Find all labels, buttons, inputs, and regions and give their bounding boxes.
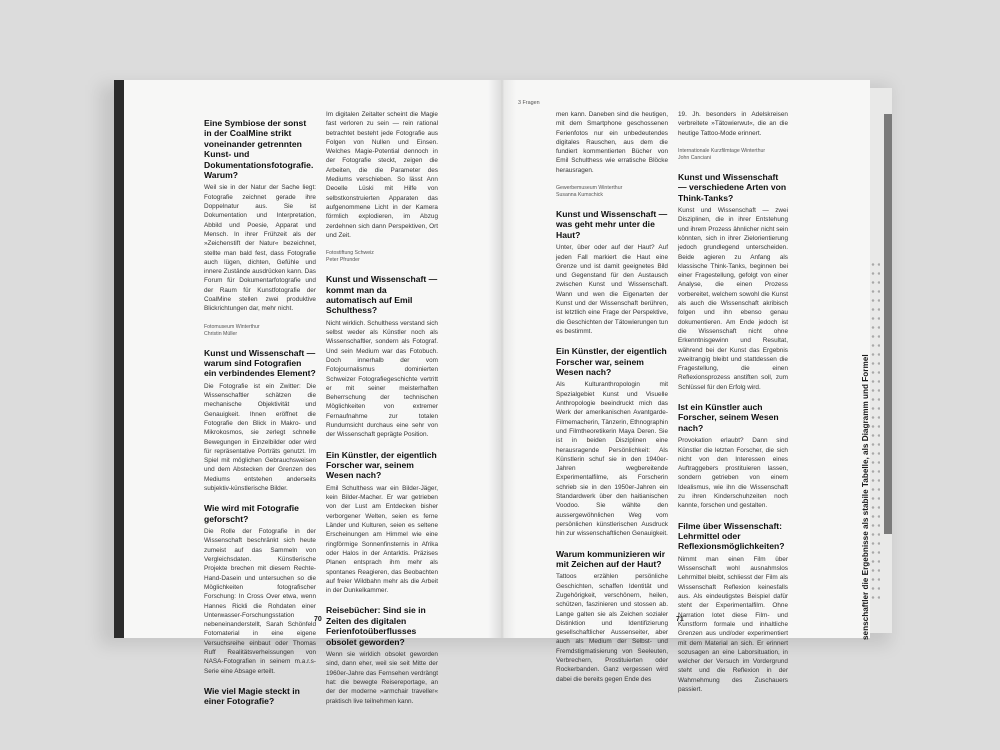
right-page [502, 80, 870, 694]
page-number-right: 71 [676, 616, 684, 623]
body-paragraph: Emil Schulthess war ein Bilder-Jäger, kein Bilder-Macher. Er war getrieben von der Lust am Entdecken bisher verborgener Welten, seien es ferne Länder und Kulturen, seien es seltene Erscheinungen am Himmel wie eine ringförmige Sonnenfinsternis in Afrika oder Halos in der Antarktis. Präzises Planen entsprach ihm mehr als spontanes Reagieren, das Beobachten auf freier Wildbahn mehr als die Arbeit in der Dunkelkammer. [326, 484, 438, 595]
author-label: Christin Müller [204, 330, 238, 337]
section-heading: Reisebücher: Sind sie in Zeiten des digitalen Ferienfotoüberflusses obsolet geworden? [326, 605, 426, 647]
section-heading: Ist ein Künstler auch Forscher, seinem Wesen nach? [678, 402, 779, 433]
institution-label: Fotostiftung Schweiz [326, 250, 374, 257]
dot-pattern [870, 260, 880, 600]
body-paragraph: Nimmt man einen Film über Wissenschaft wohl ausnahmslos Lehrmittel bleibt, schliesst der Film als Wissenschaft Reflexion keinesfalls aus. Als eindeutigstes Beispiel dafür steht der Experimentalfilm. Ohne Narration lotet diese Film- und Kunstform formale und inhaltliche Grenzen aus und/oder experimentiert mit dem Material an sich. Er erinnert sozusagen an eine Laborsituation, in welcher der Versuch im Vordergrund steht und die Reflexion in der Wahrnehmung des Zuschauers passiert. [678, 555, 788, 694]
body-paragraph: Nicht wirklich. Schulthess verstand sich selbst weder als Künstler noch als Wissenschaftler, sondern als Fotograf. Und sein Medium war das Fotobuch. Doch innerhalb der vom Fotojournalismus dominierten Schweizer Fotografiegeschichte vertritt er mit seiner meisterhaften Beherrschung der technischen Möglichkeiten von extremer Fernaufnahme zur totalen Rundumsicht durchaus eine sehr von der Wissenschaft geprägte Position. [326, 319, 438, 439]
author-label: Susanna Kumschick [556, 192, 603, 199]
page-number-left: 70 [314, 616, 322, 623]
section-heading: Wie wird mit Fotografie geforscht? [204, 503, 299, 524]
section-heading: Kunst und Wissenschaft — kommt man da automatisch auf Emil Schulthess? [326, 274, 438, 316]
book-gutter [488, 80, 516, 638]
body-paragraph: Provokation erlaubt? Dann sind Künstler die letzten Forscher, die sich nicht von den Interessen eines Auftraggebers prostituieren lassen, sondern getrieben von einem Idealismus, wie ihn die Wissenschaft zu ihren Kinderschuhzeiten noch kannte, forschen und gestalten. [678, 437, 788, 510]
section-heading: Kunst und Wissenschaft — was geht mehr unter die Haut? [556, 209, 668, 240]
author-label: John Canciani [678, 154, 711, 161]
institution-label: Gewerbemuseum Winterthur [556, 185, 623, 192]
section-heading: Ein Künstler, der eigentlich Forscher war, seinem Wesen nach? [326, 449, 437, 481]
section-heading: Wie viel Magie steckt in einer Fotografie? [204, 685, 300, 707]
right-column-1 [556, 110, 668, 683]
author-label: Peter Pfrunder [326, 257, 360, 264]
section-heading: Ein Künstler, der eigentlich Forscher war, seinem Wesen nach? [556, 346, 667, 378]
left-column-1 [204, 118, 316, 707]
section-heading: Kunst und Wissenschaft — warum sind Fotografien ein verbindendes Element? [204, 347, 316, 379]
body-paragraph: Weil sie in der Natur der Sache liegt: Fotografie zeichnet gerade ihre Doppelnatur aus. Sie ist Dokumentation und Interpretation, Abbild und Poesie, Apparat und Mensch. In ihrer Frühzeit als der »Zeichenstift der Natur« bezeichnet, stellte man bald fest, dass Fotografie auch lügen, dichten, Gefühle und innere Zustände ausdrücken kann. Das Forum für Dokumentarfotografie und der Raum für Kunstfotografie der CoalMine stellen zwei produktive Blickrichtungen dar, mehr nicht. [204, 184, 316, 313]
body-paragraph: Kunst und Wissenschaft — zwei Disziplinen, die in ihrer Entstehung und ihrem Prozess ähnlicher nicht sein könnten, sich in ihrer Zielorientierung jedoch grundlegend unterscheiden. Beide agieren zu Anfang als klassische Think-Tanks, beginnen bei einer Fragestellung, gefolgt von einer Analyse, die einen Prozess vorbereitet, welchem sowohl die Kunst als auch die Wissenschaft akribisch folgen und ihn ebenso genau dokumentieren. Am Ende jedoch ist die Wissenschaft nicht ohne Erkenntnisgewinn und Resultat, während bei der Kunst das Ergebnis zweitrangig bleibt und stattdessen die Fragestellung, die einen Reflexionsprozess anstiften soll, zum Schlüssel für den Erfolg wird. [678, 207, 788, 391]
body-paragraph: Die Rolle der Fotografie in der Wissenschaft beschränkt sich heute zumeist auf das Sammeln von Vergleichsdaten. Künstlerische Projekte brechen mit diesem Rechte-Hand-Dasein und untersuchen so die Möglichkeiten fotografischer Forschung: In Cross Over etwa, wenn Hannes Rickli die Rohdaten einer Unterwasser-Forschungsstation nebeneinanderstellt, Sarah Schönfeld Fotomaterial in eine eigene Versuchsreihe einbaut oder Thomas Ruff Realitätsverheissungen von NASA-Fotografien in seinem m.a.r.s-Serie eine Absage erteilt. [204, 528, 316, 675]
vertical-side-text: senschaftler die Ergebnisse als stabile Tabelle, als Diagramm und Formel [861, 354, 870, 640]
dark-tab [884, 114, 892, 534]
section-heading: Kunst und Wissenschaft — verschiedene Arten von Think-Tanks? [678, 171, 787, 203]
section-heading: Eine Symbiose der sonst in der CoalMine strikt voneinander getrennten Kunst- und Dokumentationsfotografie. Warum? [204, 118, 314, 181]
body-paragraph: Die Fotografie ist ein Zwitter: Die Wissenschaftler schätzen die mechanische Objektivität und Genauigkeit. Ihnen eröffnet die Fotografie den Blick in Makro- und Mikrokosmos, sie zerlegt schnelle Bewegungen in Einzelbilder oder wird für repräsentative Porträts genutzt. Im Spiel mit möglichen Gebrauchsweisen und dem Abstecken der Grenzen des Mediums entstehen anderseits subjektiv-künstlerische Bilder. [204, 382, 316, 493]
section-heading: Filme über Wissenschaft: Lehrmittel oder Reflexionsmöglichkeiten? [678, 520, 785, 552]
left-page [124, 80, 502, 707]
running-head: 3 Fragen [518, 100, 540, 106]
body-paragraph: Als Kulturanthropologin mit Spezialgebiet Kunst und Visuelle Anthropologie beeindruckt mich das Werk der amerikanischen Avantgarde-Filmemacherin, Tänzerin, Ethnographin und Filmtheoretikerin Maya Deren. Sie ist in beiden Disziplinen eine herausragende Persönlichkeit: Als Künstlerin schuf sie in den 1940er-Jahren wegbereitende Experimentalfilme, als Forscherin schrieb sie in den 1950er-Jahren ein Standardwerk über den haitianischen Voodoo. Sie wählte den aussergewöhnlichen Weg vom persönlichen künstlerischen Ausdruck hin zur wissenschaftlichen Genauigkeit. [556, 381, 668, 538]
body-paragraph: Wenn sie wirklich obsolet geworden sind, dann eher, weil sie seit Mitte der 1960er-Jahre das Fernsehen verdrängt hat: die bewegte Reisereportage, an der der moderne »armchair traveller« praktisch live teilnehmen kann. [326, 651, 438, 705]
right-column-2 [678, 110, 788, 694]
institution-label: Internationale Kurzfilmtage Winterthur [678, 147, 766, 154]
body-paragraph: men kann. Daneben sind die heutigen, mit dem Smartphone geschossenen Ferienfotos nur ein unbedeutendes digitales Rauschen, aus dem die fundiert kommentierten Bücher von Emil Schulthess wie erratische Blöcke herausragen. [556, 111, 668, 174]
left-column-2 [326, 110, 438, 705]
institution-label: Fotomuseum Winterthur [204, 323, 260, 330]
body-paragraph: 19. Jh. besonders in Adelskreisen verbreitete »Tätowierwut«, die an die heutige Tattoo-Mode erinnert. [678, 111, 788, 137]
section-heading: Warum kommunizieren wir mit Zeichen auf der Haut? [556, 548, 666, 569]
body-paragraph: Unter, über oder auf der Haut? Auf jeden Fall markiert die Haut eine Grenze und ist damit geeignetes Bild und Gegenstand für den Austausch zwischen Kunst und Wissenschaft. Wann und wen die Eigenarten der Kunst und der Wissenschaft berühren, ist letztlich eine Frage der Perspektive, die Geschichten der Tätowierungen tun es bestimmt. [556, 244, 668, 335]
body-paragraph: Im digitalen Zeitalter scheint die Magie fast verloren zu sein — rein rational betrachtet besteht jede Fotografie aus Folgen von Nullen und Einsen. Welches Magie-Potential dennoch in der Fotografie steckt, zeigen die Arbeiten, die die Parameter des Mediums verschieben. So lässt Ann Deoelle Lüski mit Hilfe von selbstkonstruierten Apparaten das aufgenommene Licht in der Kamera förmlich explodieren, im Abzug zerdehnen sich dann Perspektiven, Ort und Zeit. [326, 111, 438, 239]
body-paragraph: Tattoos erzählen persönliche Geschichten, schaffen Identität und Zugehörigkeit, verschönern, heilen, schützen, faszinieren und stossen ab. Lange galten sie als Zeichen sozialer Distinktion und Identifizierung gesellschaftlicher Aussenseiter, aber auch als Medium der Selbst- und Fremdstigmatisierung von Seeleuten, Verbrechern, Prostituierten oder Rockerbanden. Ganz vergessen wird dabei die bereits gegen Ende des [556, 573, 668, 683]
